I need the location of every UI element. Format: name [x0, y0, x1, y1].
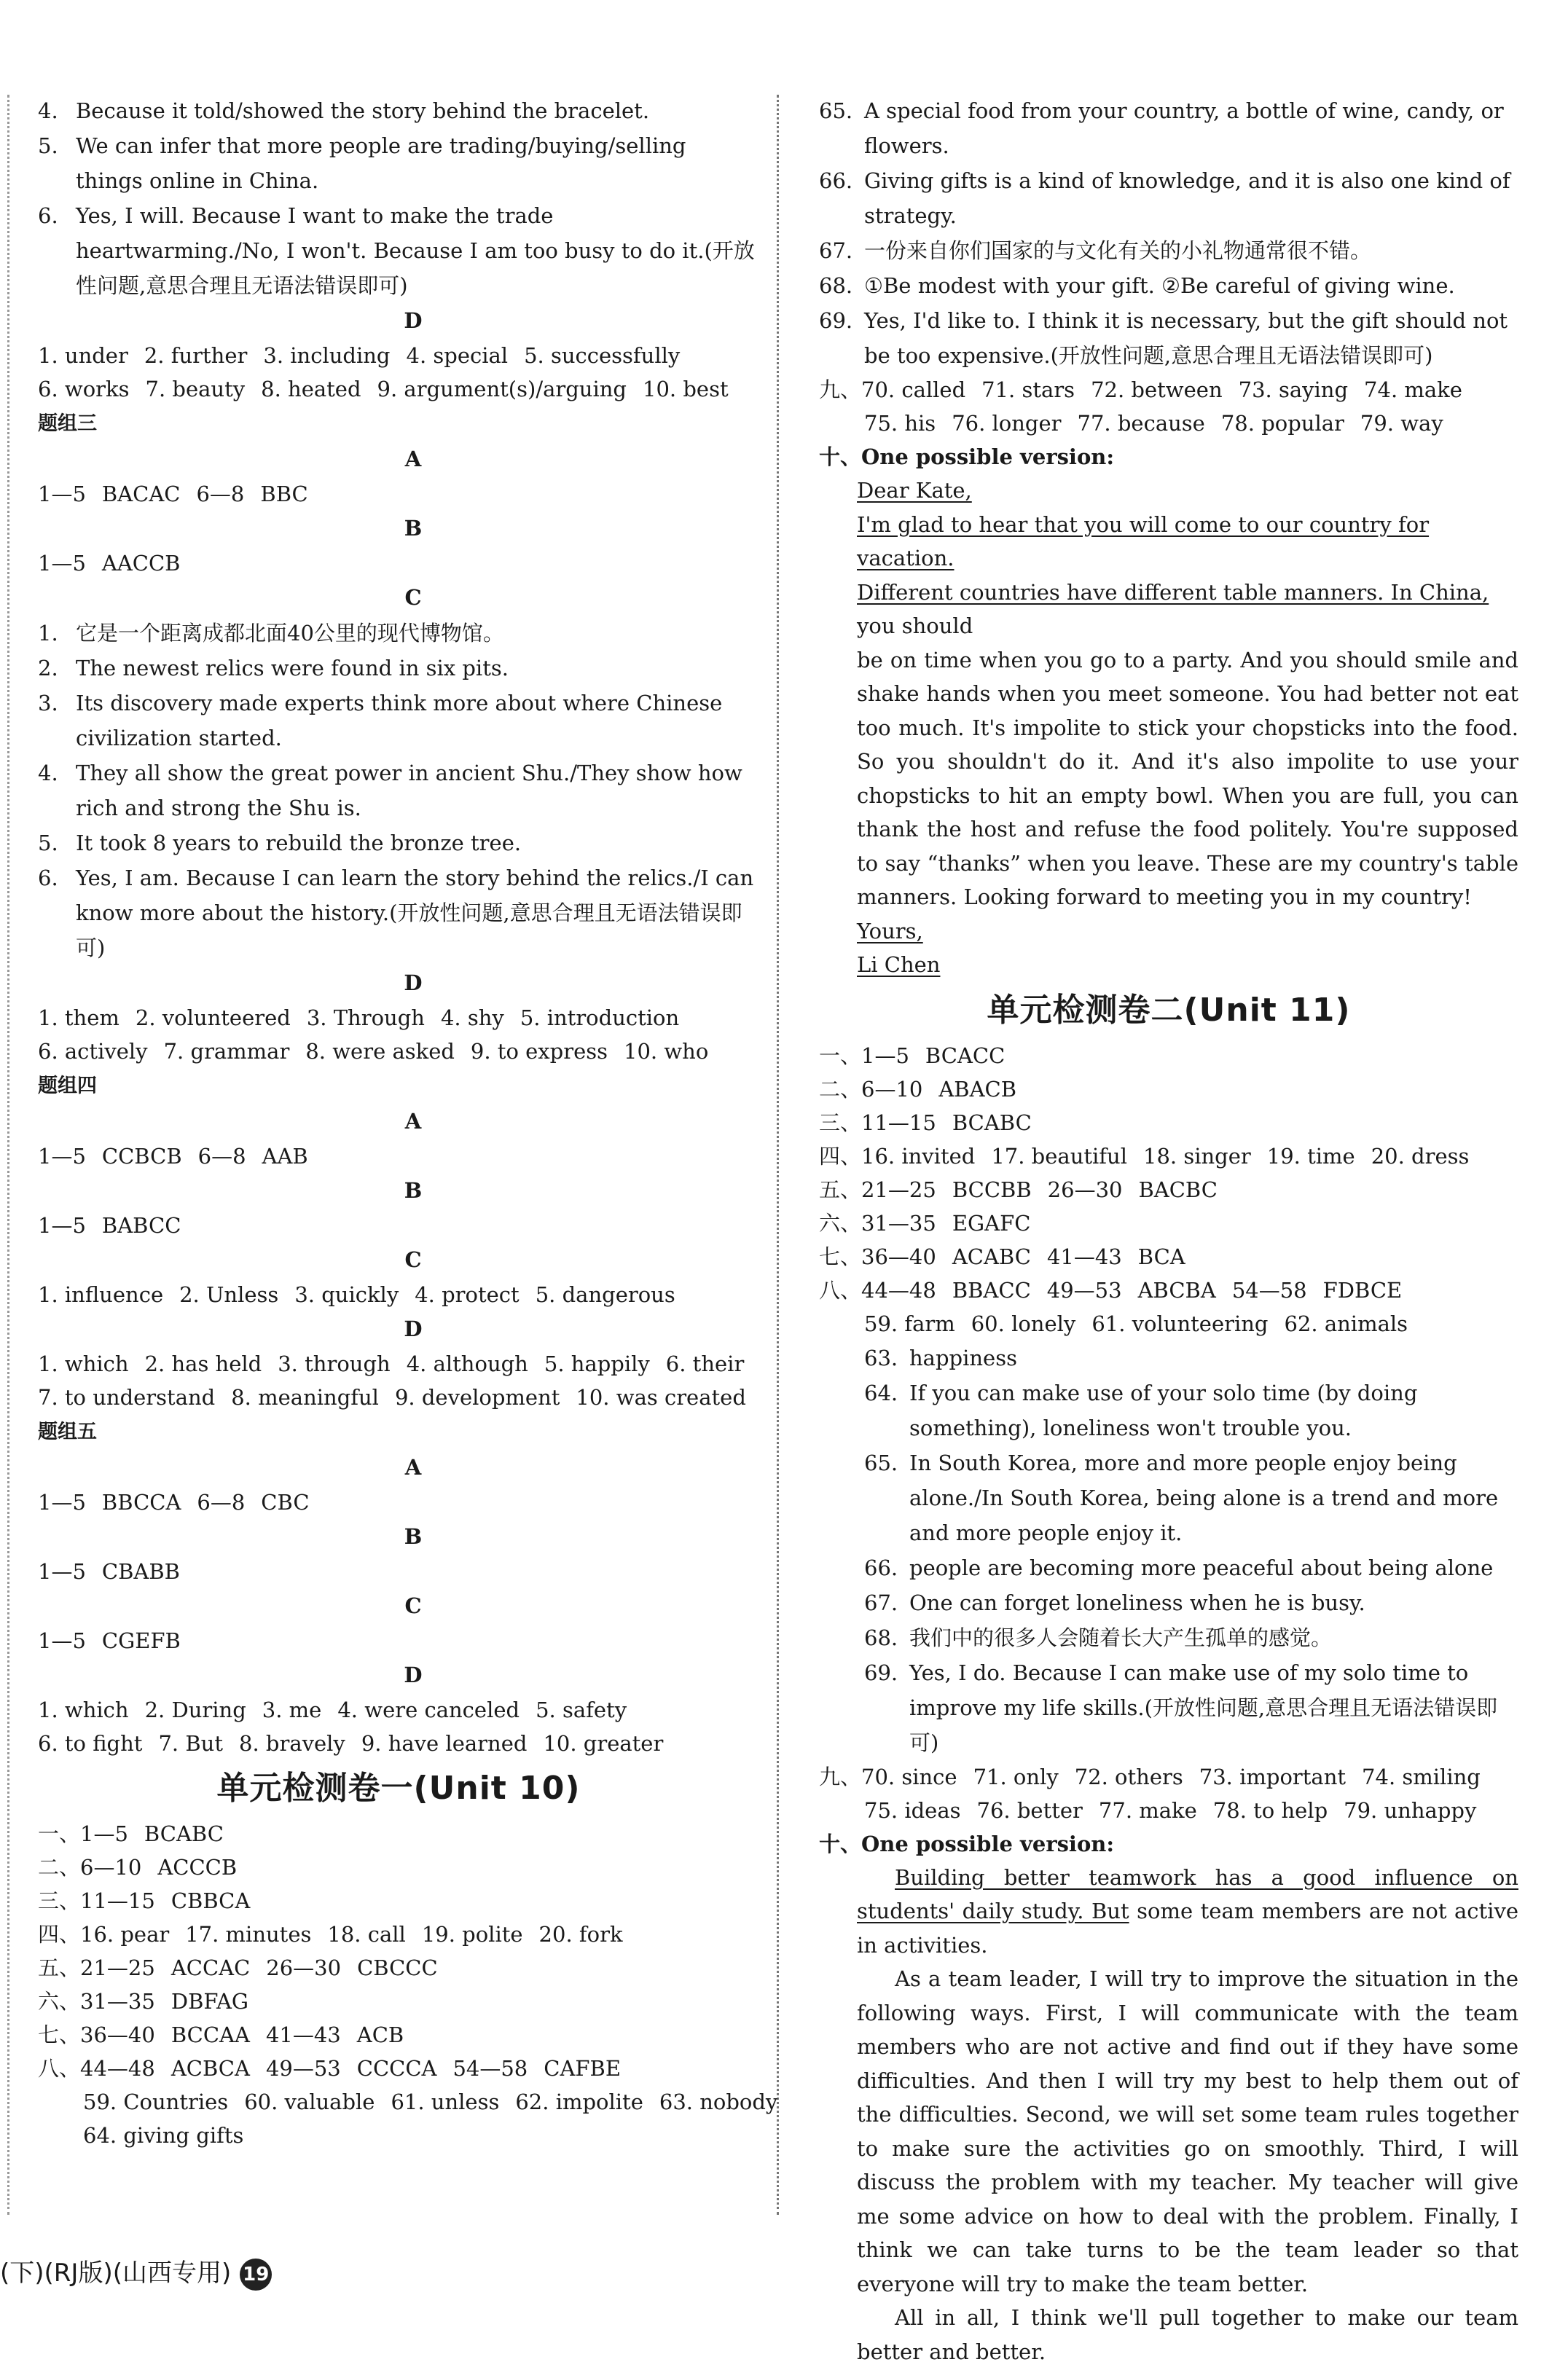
answer-segment: 一、1—5	[38, 1821, 128, 1846]
answer-segment: 2. During	[144, 1698, 246, 1722]
answer-segment: BABCC	[101, 1213, 181, 1238]
answer-segment: ACB	[356, 2022, 404, 2047]
answer-segment: 59. farm	[864, 1311, 955, 1336]
answer-segment: 7. to understand	[38, 1385, 216, 1410]
answer-segment: 18. call	[327, 1922, 406, 1947]
group-5-c-label: C	[404, 1593, 422, 1618]
group-4-d-label: D	[404, 1317, 423, 1341]
answer-segment: 七、36—40	[819, 1244, 936, 1269]
answer-segment: 5. successfully	[524, 343, 681, 368]
answer-segment: 10. greater	[543, 1731, 664, 1756]
answer-item	[38, 616, 759, 651]
answer-segment: 3. including	[263, 343, 391, 368]
answer-segment: 9. to express	[470, 1039, 608, 1064]
answer-line	[38, 1918, 759, 1951]
group-4-c-answers	[38, 1278, 759, 1311]
unit-10-reading-answers	[819, 93, 1518, 373]
item-number: 3.	[38, 691, 58, 715]
unit-10-sub-row-1	[38, 2085, 778, 2119]
section-10-label: 十、One possible version:	[819, 444, 1115, 469]
unit-10-answers	[38, 1817, 759, 2085]
answer-segment: 1—5	[38, 1628, 86, 1653]
item-number: 6.	[38, 866, 58, 890]
answer-item	[864, 1550, 1518, 1585]
answer-item	[819, 268, 1518, 303]
answer-segment: AAB	[262, 1144, 308, 1169]
d-answers-row-2	[38, 372, 759, 406]
answer-segment: 72. others	[1074, 1764, 1183, 1789]
group-4-c-label: C	[404, 1247, 422, 1272]
answer-item	[38, 651, 759, 686]
answer-segment: 4. were canceled	[337, 1698, 520, 1722]
answer-segment: CCBCB	[101, 1144, 182, 1169]
answer-segment: 1. them	[38, 1005, 119, 1030]
item-text: Yes, I do. Because I can make use of my solo time to improve my life skills.(开放性问题,意思合理且无语法错误即可)	[909, 1660, 1498, 1755]
d-answers-row-1	[38, 339, 759, 372]
answer-segment: 77. because	[1077, 411, 1205, 436]
item-number: 67.	[864, 1590, 898, 1615]
group-3-a-label: A	[404, 447, 422, 471]
answer-segment: CBABB	[101, 1559, 180, 1584]
answer-segment: 四、16. invited	[819, 1143, 976, 1169]
answer-segment: AACCB	[101, 551, 181, 576]
group-5-c-answers	[38, 1624, 759, 1657]
letter-line-2	[857, 576, 1518, 643]
answer-item	[819, 163, 1518, 233]
item-text: The newest relics were found in six pits.	[76, 656, 509, 680]
answer-segment: 6. to fight	[38, 1731, 143, 1756]
answer-line	[819, 1173, 1518, 1206]
answer-segment: 71. only	[973, 1764, 1059, 1789]
answer-segment: 2. has held	[144, 1351, 262, 1376]
answer-segment: 72. between	[1091, 377, 1223, 402]
answer-segment: 4. protect	[415, 1282, 520, 1307]
answer-segment: 6—8	[196, 482, 245, 506]
answer-segment: BCABC	[952, 1110, 1032, 1135]
item-number: 64.	[864, 1380, 898, 1405]
answer-segment: CCCCA	[356, 2056, 437, 2081]
item-number: 6.	[38, 203, 58, 228]
answer-segment: 19. polite	[421, 1922, 523, 1947]
letter-line-1: I'm glad to hear that you will come to our country for vacation.	[857, 511, 1430, 570]
answer-item	[819, 93, 1518, 163]
item-text: people are becoming more peaceful about being alone	[909, 1555, 1494, 1580]
item-number: 4.	[38, 98, 58, 123]
answer-segment: 79. unhappy	[1344, 1797, 1477, 1823]
answer-item	[38, 686, 759, 756]
item-number: 2.	[38, 656, 58, 680]
item-text: Giving gifts is a kind of knowledge, and it is also one kind of strategy.	[864, 168, 1510, 228]
group-3-d-row-2	[38, 1035, 759, 1068]
item-number: 68.	[819, 273, 853, 298]
answer-segment: 6. works	[38, 377, 130, 401]
answer-segment: 73. important	[1199, 1764, 1346, 1789]
answer-item	[819, 303, 1518, 373]
unit-11-section-9-row-1	[819, 1760, 1518, 1794]
answer-segment: 三、11—15	[819, 1110, 936, 1135]
answer-segment: CBBCA	[170, 1888, 251, 1913]
answer-segment: ABCBA	[1137, 1277, 1216, 1303]
group-3-title: 题组三	[38, 412, 97, 435]
group-5-d-label: D	[404, 1663, 423, 1687]
answer-segment: 10. was created	[576, 1385, 746, 1410]
answer-line	[819, 1206, 1518, 1240]
group-5-title: 题组五	[38, 1421, 97, 1443]
answer-segment: 1—5	[38, 1559, 86, 1584]
answer-item	[819, 233, 1518, 268]
answer-segment: ACABC	[952, 1244, 1031, 1269]
essay-paragraph-3: All in all, I think we'll pull together to make our team better and better.	[857, 2305, 1518, 2364]
answer-segment: 1. which	[38, 1698, 129, 1722]
answer-line	[38, 1817, 759, 1851]
answer-segment: 78. popular	[1220, 411, 1344, 436]
answer-segment: 6—8	[197, 1490, 246, 1515]
item-text: Yes, I will. Because I want to make the trade heartwarming./No, I won't. Because I am too busy to do it.(开放性问题,意思合理且无语法错误即可)	[76, 203, 755, 298]
group-5-d-row-1	[38, 1693, 759, 1727]
group-3-b-label: B	[404, 516, 423, 541]
answer-segment: 4. shy	[440, 1005, 504, 1030]
answer-segment: EGAFC	[952, 1210, 1031, 1236]
item-number: 68.	[864, 1625, 898, 1650]
answer-segment: 8. bravely	[239, 1731, 345, 1756]
item-text: ①Be modest with your gift. ②Be careful of giving wine.	[864, 273, 1455, 298]
answer-segment: 18. singer	[1143, 1143, 1251, 1169]
letter-line-2-rest: you should	[857, 613, 973, 638]
section-9-row-1	[819, 373, 1518, 407]
answer-line	[38, 2052, 759, 2085]
answer-segment: BBACC	[952, 1277, 1031, 1303]
answer-segment: 6. actively	[38, 1039, 148, 1064]
answer-segment: 3. through	[278, 1351, 391, 1376]
answer-segment: 8. meaningful	[231, 1385, 379, 1410]
answer-segment: 61. volunteering	[1091, 1311, 1269, 1336]
group-3-d-label: D	[404, 970, 423, 995]
letter-signature: Li Chen	[857, 952, 941, 977]
item-text: Because it told/showed the story behind the bracelet.	[76, 98, 650, 123]
answer-line	[819, 1106, 1518, 1139]
answer-segment: 17. beautiful	[991, 1143, 1127, 1169]
essay-p1-underlined: Building better teamwork has a good influence on students' daily study. But	[857, 1864, 1518, 1923]
answer-segment: 75. ideas	[864, 1797, 961, 1823]
answer-segment: 7. grammar	[163, 1039, 290, 1064]
item-text: 一份来自你们国家的与文化有关的小礼物通常很不错。	[864, 238, 1372, 263]
right-column	[819, 93, 1518, 2369]
answer-segment: ACCCB	[157, 1855, 238, 1880]
answer-segment: 74. make	[1364, 377, 1462, 402]
answer-segment: 5. dangerous	[535, 1282, 675, 1307]
answer-segment: 26—30	[1047, 1177, 1123, 1202]
answer-segment: 59. Countries	[83, 2090, 229, 2114]
sample-letter	[819, 474, 1518, 982]
answer-segment: 二、6—10	[819, 1076, 923, 1102]
answer-line	[38, 1884, 759, 1918]
answer-segment: 3. quickly	[294, 1282, 399, 1307]
answer-segment: 17. minutes	[185, 1922, 312, 1947]
letter-line-2-underlined: Different countries have different table manners. In China,	[857, 579, 1489, 605]
item-text: 它是一个距离成都北面40公里的现代博物馆。	[76, 621, 504, 646]
answer-segment: 20. dress	[1371, 1143, 1470, 1169]
left-edge-dotted-line	[7, 95, 9, 2215]
item-number: 69.	[819, 308, 853, 333]
answer-item	[864, 1655, 1518, 1760]
group-3-c-label: C	[404, 585, 422, 610]
answer-segment: 61. unless	[391, 2090, 500, 2114]
unit-11-sub-row-1	[819, 1307, 1518, 1341]
letter-salutation: Dear Kate,	[857, 478, 972, 503]
group-5-a-answers	[38, 1486, 759, 1519]
footer-text: (下)(RJ版)(山西专用)	[0, 2259, 232, 2288]
answer-segment: 九、70. since	[819, 1764, 957, 1789]
answer-segment: 五、21—25	[38, 1955, 155, 1980]
answer-segment: BBCCA	[101, 1490, 181, 1515]
answer-segment: CBCCC	[357, 1955, 438, 1980]
group-4-d-row-2	[38, 1381, 759, 1414]
answer-segment: 三、11—15	[38, 1888, 155, 1913]
answer-item	[38, 860, 759, 965]
answer-segment: 七、36—40	[38, 2022, 155, 2047]
answer-segment: 75. his	[864, 411, 936, 436]
answer-segment: BCCAA	[170, 2022, 250, 2047]
answer-segment: 9. have learned	[361, 1731, 528, 1756]
answer-segment: 41—43	[1046, 1244, 1122, 1269]
answer-segment: 7. But	[158, 1731, 223, 1756]
answer-segment: 79. way	[1360, 411, 1443, 436]
answer-segment: 20. fork	[538, 1922, 623, 1947]
answer-segment: 10. best	[643, 377, 729, 401]
answer-segment: ACCAC	[170, 1955, 251, 1980]
answer-segment: 五、21—25	[819, 1177, 936, 1202]
group-5-b-answers	[38, 1555, 759, 1588]
answer-segment: FDBCE	[1322, 1277, 1403, 1303]
answer-segment: 1. under	[38, 343, 128, 368]
answer-segment: 74. smiling	[1362, 1764, 1481, 1789]
answer-segment: 1. which	[38, 1351, 129, 1376]
answer-item	[864, 1341, 1518, 1376]
answer-segment: DBFAG	[170, 1989, 249, 2014]
answer-segment: 2. Unless	[179, 1282, 279, 1307]
item-text: If you can make use of your solo time (by doing something), loneliness won't trouble you.	[909, 1380, 1418, 1440]
answer-segment: 54—58	[452, 2056, 528, 2081]
answer-segment: 6. their	[665, 1351, 745, 1376]
answer-segment: ABACB	[938, 1076, 1017, 1102]
answer-line	[819, 1274, 1518, 1307]
answer-segment: ACBCA	[170, 2056, 250, 2081]
answer-item	[864, 1620, 1518, 1655]
answer-segment: 1—5	[38, 1144, 86, 1169]
answer-segment: 26—30	[266, 1955, 342, 1980]
group-5-b-label: B	[404, 1524, 423, 1549]
unit-11-reading-answers	[819, 1341, 1518, 1760]
answer-segment: CGEFB	[101, 1628, 181, 1653]
unit-11-title: 单元检测卷二(Unit 11)	[987, 991, 1351, 1029]
essay-p1-rest: some team members are not active in activities.	[857, 1899, 1518, 1958]
answer-segment: CAFBE	[544, 2056, 621, 2081]
answer-segment: 63. nobody	[659, 2090, 778, 2114]
answer-segment: BCABC	[144, 1821, 224, 1846]
answer-line	[38, 2018, 759, 2052]
reading-c-answers-continued	[38, 93, 759, 303]
unit-11-answers	[819, 1039, 1518, 1307]
answer-segment: 一、1—5	[819, 1043, 909, 1068]
item-number: 69.	[864, 1660, 898, 1685]
answer-segment: 1—5	[38, 1490, 86, 1515]
group-4-d-row-1	[38, 1347, 759, 1381]
letter-body: be on time when you go to a party. And you should smile and shake hands when you meet someone. You had better not eat too much. It's impolite to stick your chopsticks into the food. So you shouldn't do it. And it's also impolite to use your chopsticks to hit an empty bowl. When you are full, you can thank the host and refuse the food politely. You're supposed to say “thanks” when you leave. These are my country's table manners. Looking forward to meeting you in my country!	[857, 647, 1518, 909]
answer-segment: 九、70. called	[819, 377, 966, 402]
answer-segment: 71. stars	[981, 377, 1075, 402]
answer-line	[819, 1039, 1518, 1072]
answer-segment: 9. development	[394, 1385, 560, 1410]
item-text: happiness	[909, 1345, 1017, 1370]
answer-segment: 49—53	[265, 2056, 341, 2081]
answer-segment: BCACC	[925, 1043, 1006, 1068]
answer-segment: 5. safety	[536, 1698, 627, 1722]
answer-item	[38, 198, 759, 303]
item-number: 67.	[819, 238, 853, 263]
answer-segment: 9. argument(s)/arguing	[377, 377, 627, 401]
item-text: Its discovery made experts think more about where Chinese civilization started.	[76, 691, 723, 750]
answer-segment: 1—5	[38, 482, 86, 506]
group-3-c-answers	[38, 616, 759, 965]
answer-item	[864, 1376, 1518, 1445]
answer-line	[38, 1951, 759, 1985]
answer-segment: 六、31—35	[38, 1989, 155, 2014]
answer-segment: 77. make	[1098, 1797, 1197, 1823]
item-text: We can infer that more people are trading/buying/selling things online in China.	[76, 133, 686, 193]
item-number: 65.	[819, 98, 853, 123]
item-number: 4.	[38, 761, 58, 785]
answer-segment: 4. although	[406, 1351, 528, 1376]
item-number: 5.	[38, 133, 58, 158]
answer-segment: 54—58	[1231, 1277, 1307, 1303]
answer-segment: 76. longer	[952, 411, 1062, 436]
answer-segment: 60. lonely	[971, 1311, 1076, 1336]
answer-segment: 1—5	[38, 551, 86, 576]
item-text: Yes, I'd like to. I think it is necessary, but the gift should not be too expensive.(开放性问题,意思合理且无语法错误即可)	[864, 308, 1508, 368]
answer-segment: CBC	[261, 1490, 310, 1515]
group-4-b-answers	[38, 1209, 759, 1242]
answer-segment: 41—43	[265, 2022, 341, 2047]
answer-segment: 60. valuable	[244, 2090, 375, 2114]
answer-segment: 5. introduction	[520, 1005, 680, 1030]
group-3-b-answers	[38, 546, 759, 580]
answer-segment: 62. impolite	[515, 2090, 643, 2114]
answer-segment: 8. heated	[261, 377, 361, 401]
answer-segment: 49—53	[1046, 1277, 1122, 1303]
unit-11-section-10-label: 十、One possible version:	[819, 1831, 1115, 1856]
answer-segment: 2. volunteered	[135, 1005, 291, 1030]
answer-segment: BACAC	[101, 482, 181, 506]
answer-line	[819, 1139, 1518, 1173]
item-number: 5.	[38, 831, 58, 855]
item-text: In South Korea, more and more people enjoy being alone./In South Korea, being alone is a trend and more and more people enjoy it.	[909, 1450, 1499, 1545]
group-3-d-row-1	[38, 1001, 759, 1035]
answer-segment: BBC	[260, 482, 308, 506]
answer-item	[38, 93, 759, 128]
answer-segment: 8. were asked	[305, 1039, 455, 1064]
answer-item	[864, 1445, 1518, 1550]
answer-segment: 7. beauty	[145, 377, 246, 401]
answer-line	[38, 1985, 759, 2018]
answer-item	[38, 128, 759, 198]
answer-line	[38, 1851, 759, 1884]
answer-item	[864, 1585, 1518, 1620]
answer-segment: 5. happily	[544, 1351, 650, 1376]
sample-essay	[819, 1861, 1518, 2369]
group-5-a-label: A	[404, 1455, 422, 1480]
answer-segment: 4. special	[406, 343, 509, 368]
answer-segment: 3. me	[262, 1698, 322, 1722]
answer-line	[819, 1240, 1518, 1274]
section-9-row-2	[819, 407, 1518, 440]
group-4-a-answers	[38, 1139, 759, 1173]
group-4-title: 题组四	[38, 1075, 97, 1097]
answer-segment: 六、31—35	[819, 1210, 936, 1236]
item-number: 63.	[864, 1345, 898, 1370]
answer-segment: 2. further	[144, 343, 248, 368]
item-number: 66.	[864, 1555, 898, 1580]
page-number: 19	[240, 2259, 272, 2291]
item-text: Yes, I am. Because I can learn the story behind the relics./I can know more about the history.(开放性问题,意思合理且无语法错误即可)	[76, 866, 754, 960]
group-5-d-row-2	[38, 1727, 759, 1760]
answer-segment: 19. time	[1266, 1143, 1355, 1169]
letter-closing: Yours,	[857, 918, 923, 943]
answer-item	[38, 825, 759, 860]
column-divider	[777, 95, 779, 2215]
answer-segment: 6—8	[197, 1144, 246, 1169]
answer-segment: 八、44—48	[819, 1277, 936, 1303]
section-d-label: D	[404, 308, 423, 333]
answer-segment: BCA	[1137, 1244, 1185, 1269]
unit-11-section-9-row-2	[819, 1794, 1518, 1827]
answer-item	[38, 756, 759, 825]
item-number: 65.	[864, 1450, 898, 1475]
answer-segment: 73. saying	[1238, 377, 1349, 402]
unit-10-sub-row-2	[38, 2119, 759, 2152]
group-4-b-label: B	[404, 1178, 423, 1203]
item-text: They all show the great power in ancient Shu./They show how rich and strong the Shu is.	[76, 761, 742, 820]
answer-segment: 10. who	[624, 1039, 709, 1064]
answer-segment: 1—5	[38, 1213, 86, 1238]
item-text: One can forget loneliness when he is busy.	[909, 1590, 1365, 1615]
answer-segment: 76. better	[976, 1797, 1083, 1823]
essay-paragraph-2: As a team leader, I will try to improve the situation in the following ways. First, I will communicate with the team members who are not active and find out if they have some difficulties. And then I will try my best to help them out of the difficulties. Second, we will set some team rules together to make sure the activities go on smoothly. Third, I will discuss the problem with my teacher. My teacher will give me some advice on how to deal with the problem. Finally, I think we can take turns to be the team leader so that everyone will try to make the team better.	[857, 1966, 1518, 2296]
left-column	[38, 93, 778, 2152]
item-text: 我们中的很多人会随着长大产生孤单的感觉。	[909, 1625, 1333, 1650]
answer-segment: 1. influence	[38, 1282, 164, 1307]
answer-segment: 3. Through	[306, 1005, 425, 1030]
unit-10-title: 单元检测卷一(Unit 10)	[216, 1770, 581, 1807]
page-footer	[0, 2251, 272, 2295]
answer-segment: 64. giving gifts	[83, 2123, 244, 2148]
group-4-a-label: A	[404, 1109, 422, 1134]
answer-segment: 四、16. pear	[38, 1922, 170, 1947]
item-text: A special food from your country, a bottle of wine, candy, or flowers.	[864, 98, 1504, 158]
item-text: It took 8 years to rebuild the bronze tree.	[76, 831, 522, 855]
answer-segment: BCCBB	[952, 1177, 1032, 1202]
answer-line	[819, 1072, 1518, 1106]
group-3-a-answers	[38, 477, 759, 511]
item-number: 1.	[38, 621, 58, 646]
answer-segment: 78. to help	[1212, 1797, 1328, 1823]
answer-segment: BACBC	[1138, 1177, 1218, 1202]
answer-segment: 二、6—10	[38, 1855, 142, 1880]
answer-segment: 62. animals	[1284, 1311, 1408, 1336]
item-number: 66.	[819, 168, 853, 193]
answer-segment: 八、44—48	[38, 2056, 155, 2081]
essay-paragraph-1	[857, 1861, 1518, 1963]
